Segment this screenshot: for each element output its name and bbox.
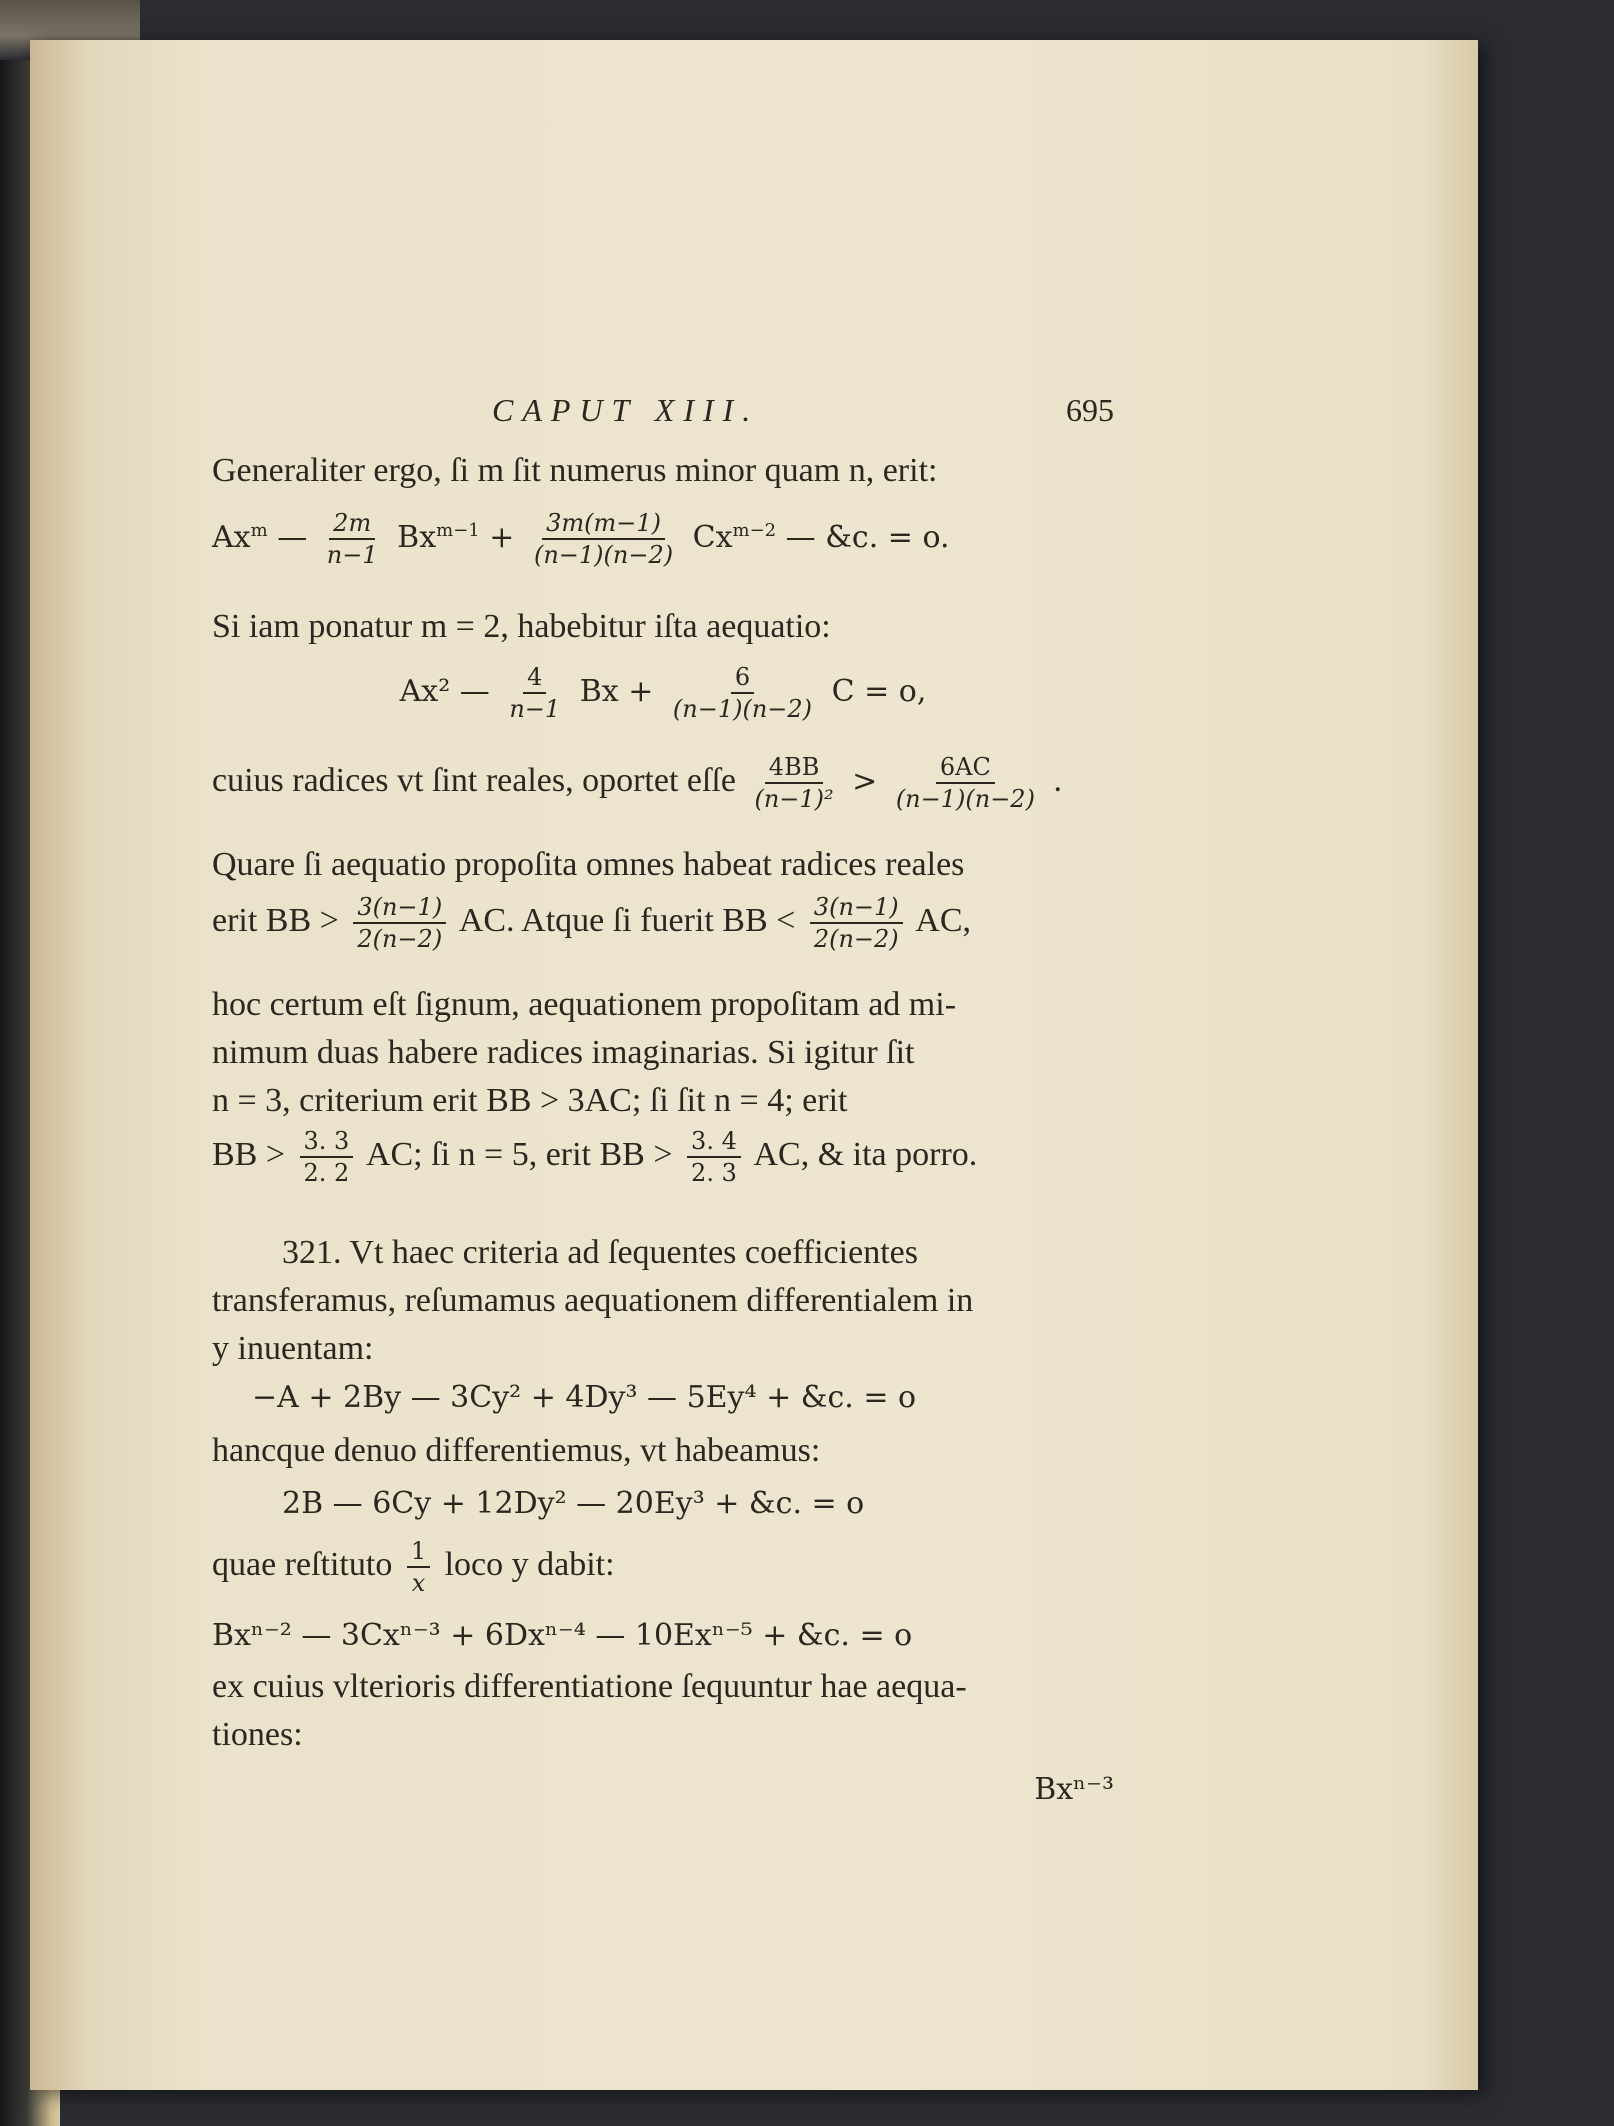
fraction-denominator: (n−1)² (754, 785, 834, 813)
equation-2 (212, 662, 1114, 724)
fraction-denominator: x (411, 1569, 426, 1597)
fraction-numerator: 1 (407, 1536, 430, 1568)
fraction-denominator: (n−1)(n−2) (672, 695, 813, 723)
eq-exponent: m−1 (436, 520, 480, 541)
line-text: AC, & ita porro. (753, 1135, 978, 1173)
text-line: Quare ſi aequatio propoſita omnes habeat radices reales (212, 846, 965, 883)
text-line: hancque denuo differentiemus, vt habeamus: (212, 1432, 821, 1469)
fraction-denominator: 2(n−2) (357, 925, 443, 953)
line-end: . (1053, 761, 1062, 799)
fraction-denominator: 2. 2 (303, 1159, 350, 1187)
fraction (892, 752, 1039, 814)
fraction (530, 508, 677, 570)
line-text: quae reſtituto (212, 1545, 393, 1583)
chapter-title: CAPUT XIII. (492, 392, 760, 428)
page-number: 695 (1066, 392, 1114, 428)
eq-exponent: m (250, 520, 268, 541)
fraction-numerator: 6 (731, 662, 754, 694)
fraction-denominator: 2. 3 (691, 1159, 737, 1187)
equation-1 (212, 508, 1114, 570)
text-line: y inuentam: (212, 1330, 374, 1367)
eq-exponent: m−2 (732, 520, 777, 541)
text-line-with-fractions (212, 892, 1114, 954)
fraction-numerator: 3. 3 (300, 1126, 354, 1158)
paragraph-321-start: 321. Vt haec criteria ad ſequentes coefficientes (282, 1234, 918, 1271)
text-line: transferamus, reſumamus aequationem differentialem in (212, 1282, 974, 1319)
fraction-denominator: 2(n−2) (813, 925, 899, 953)
fraction-denominator: (n−1)(n−2) (895, 785, 1035, 813)
eq-term: Bx + (579, 674, 654, 709)
fraction (300, 1126, 354, 1188)
fraction-numerator: 4BB (765, 752, 824, 784)
equation-3: −A + 2By — 3Cy² + 4Dy³ — 5Ey⁴ + &c. = o (252, 1380, 917, 1415)
fraction-denominator: n−1 (326, 541, 378, 569)
eq-term: Ax² (399, 674, 451, 709)
fraction-numerator: 4 (523, 662, 546, 694)
line-text: BB > (212, 1135, 286, 1173)
eq-operator: — (277, 520, 308, 555)
fraction (407, 1536, 430, 1598)
fraction-numerator: 2m (329, 508, 375, 540)
fraction (669, 662, 816, 724)
line-text: AC; ſi n = 5, erit BB > (365, 1135, 673, 1173)
eq-operator: > (852, 763, 878, 799)
book-page (30, 40, 1478, 2090)
equation-5: Bxⁿ⁻² — 3Cxⁿ⁻³ + 6Dxⁿ⁻⁴ — 10Exⁿ⁻⁵ + &c. = o (212, 1618, 913, 1653)
text-line: Generaliter ergo, ſi m ſit numerus minor quam n, erit: (212, 452, 938, 489)
fraction-numerator: 3m(m−1) (542, 508, 665, 540)
fraction (810, 892, 903, 954)
fraction (323, 508, 382, 570)
text-line: n = 3, criterium erit BB > 3AC; ſi ſit n = 4; erit (212, 1082, 848, 1119)
fraction-denominator: (n−1)(n−2) (533, 541, 674, 569)
line-text: loco y dabit: (444, 1545, 615, 1583)
fraction (505, 662, 564, 724)
eq-operator: — (459, 674, 490, 709)
text-line-with-inequality (212, 752, 1114, 814)
fraction-numerator: 3(n−1) (810, 892, 903, 924)
fraction (353, 892, 446, 954)
line-text: erit BB > (212, 901, 339, 939)
text-line: nimum duas habere radices imaginarias. Si igitur ſit (212, 1034, 915, 1071)
catchword: Bxⁿ⁻³ (1034, 1772, 1114, 1807)
eq-term: Bx (397, 520, 437, 555)
fraction-numerator: 3. 4 (687, 1126, 741, 1158)
line-text: AC. Atque ſi fuerit BB < (458, 901, 796, 939)
eq-term: Ax (212, 520, 251, 555)
text-line: hoc certum eſt ſignum, aequationem propoſitam ad mi- (212, 986, 957, 1023)
eq-operator: + (489, 520, 515, 555)
text-line-with-fractions (212, 1126, 1114, 1188)
equation-4: 2B — 6Cy + 12Dy² — 20Ey³ + &c. = o (282, 1486, 865, 1521)
fraction-denominator: n−1 (509, 695, 561, 723)
fraction-numerator: 3(n−1) (353, 892, 446, 924)
text-line: Si iam ponatur m = 2, habebitur iſta aequatio: (212, 608, 831, 645)
text-line-with-fraction (212, 1536, 1114, 1598)
eq-tail: — &c. = o. (785, 520, 950, 555)
fraction-numerator: 6AC (936, 752, 995, 784)
eq-term: Cx (692, 520, 733, 555)
eq-tail: C = o, (831, 674, 927, 709)
fraction (750, 752, 837, 814)
text-line: ex cuius vlterioris differentiatione ſequuntur hae aequa- (212, 1668, 967, 1705)
fraction (687, 1126, 741, 1188)
line-text: AC, (915, 901, 972, 939)
text-line: tiones: (212, 1716, 303, 1753)
line-text: cuius radices vt ſint reales, oportet eſſe (212, 761, 736, 799)
